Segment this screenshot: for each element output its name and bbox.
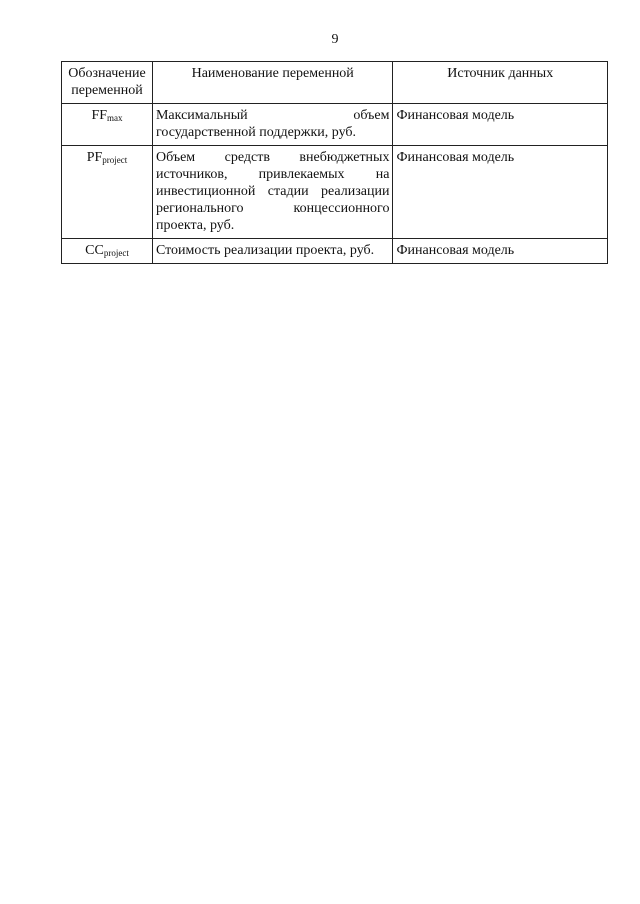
table-row <box>62 146 608 239</box>
symbol-subscript: max <box>107 113 123 123</box>
table-row <box>62 104 608 146</box>
variable-name: Объем средств внебюджетных источников, привлекаемых на инвестиционной стадии реализации регионального концессионного проекта, руб. <box>152 146 393 239</box>
symbol-base: PF <box>86 150 103 165</box>
page-number: 9 <box>331 32 339 47</box>
data-source: Финансовая модель <box>393 239 608 264</box>
header-variable-name: Наименование переменной <box>152 62 393 104</box>
table-header-row <box>62 62 608 104</box>
header-designation: Обозначение переменной <box>62 62 153 104</box>
table-row <box>62 239 608 264</box>
header-data-source: Источник данных <box>393 62 608 104</box>
symbol-base: FF <box>91 108 108 123</box>
data-source: Финансовая модель <box>393 104 608 146</box>
variables-table <box>61 61 608 264</box>
symbol-subscript: project <box>102 155 128 165</box>
variable-name: Стоимость реализации проекта, руб. <box>152 239 393 264</box>
variable-symbol <box>62 104 153 146</box>
symbol-subscript: project <box>103 248 129 258</box>
variable-name: Максимальный объем государственной поддержки, руб. <box>152 104 393 146</box>
symbol-base: CC <box>85 243 104 258</box>
data-source: Финансовая модель <box>393 146 608 239</box>
variable-symbol <box>62 239 153 264</box>
variable-symbol <box>62 146 153 239</box>
